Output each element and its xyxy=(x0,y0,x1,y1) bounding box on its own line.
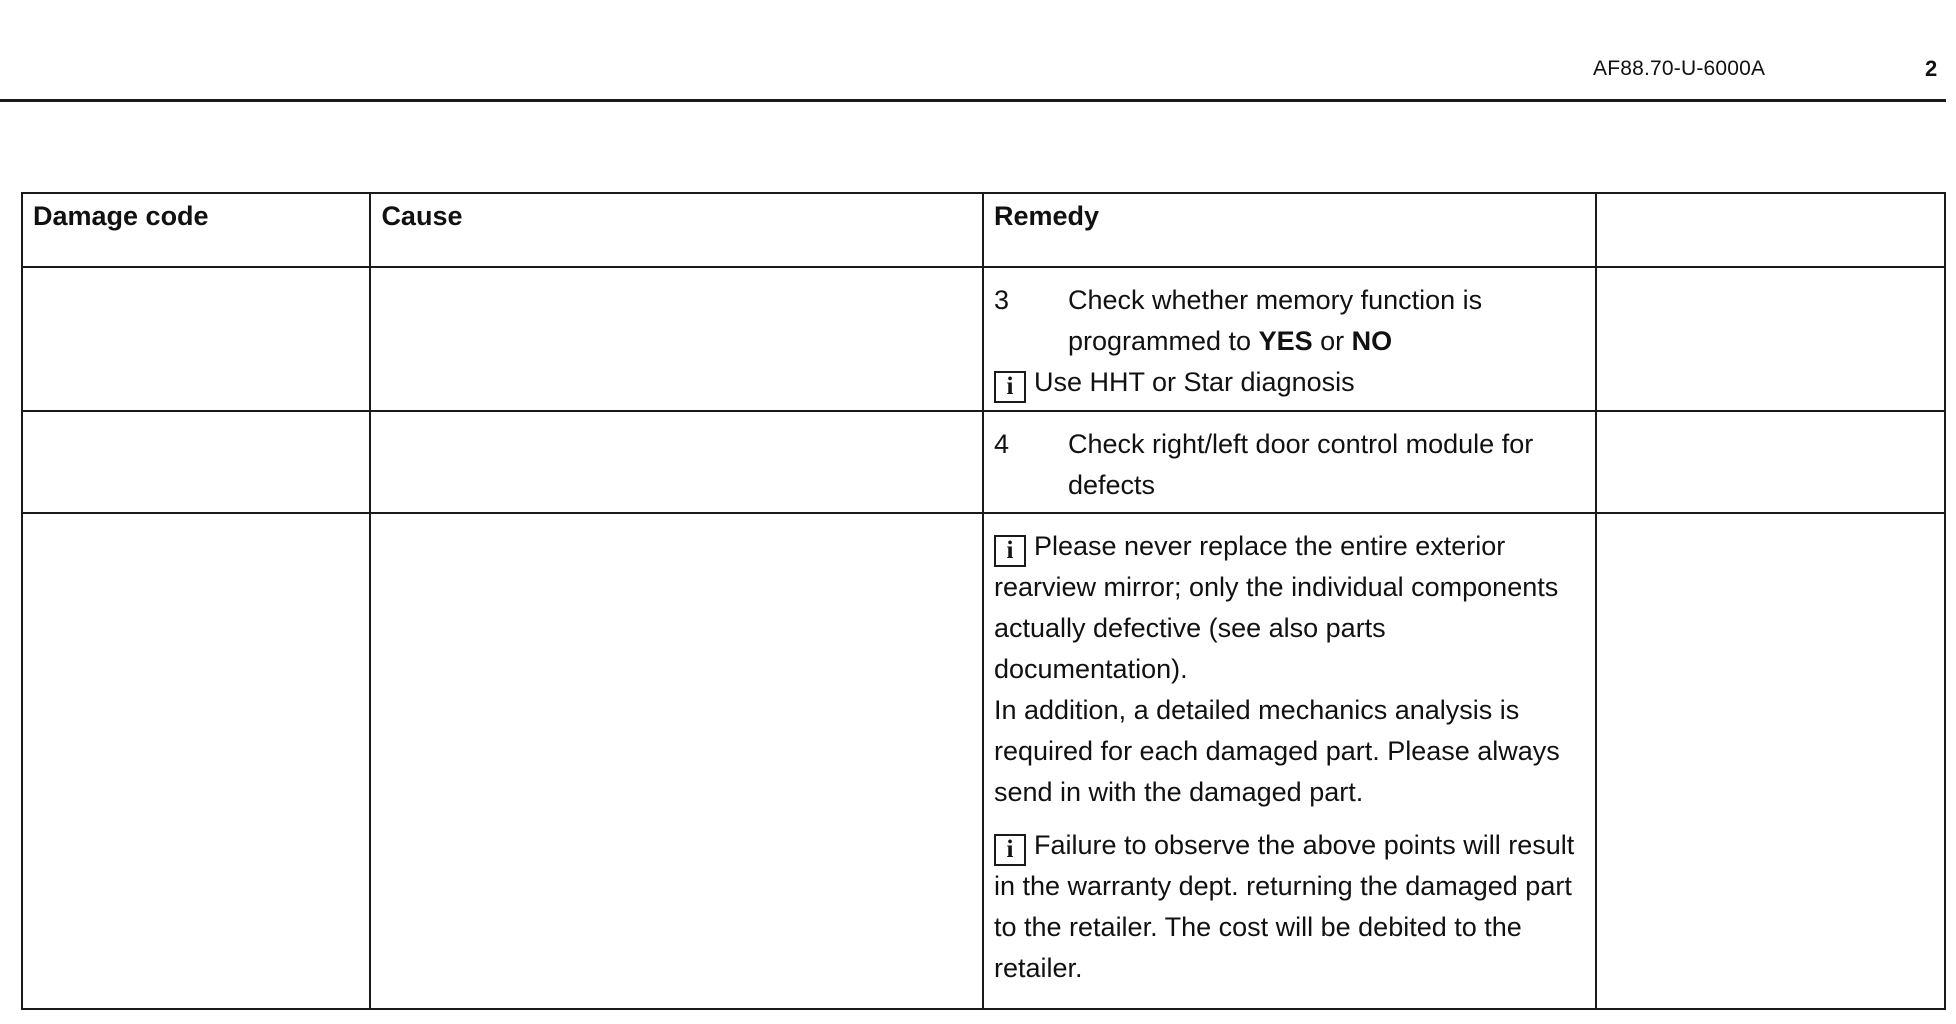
damage-code-cell xyxy=(22,411,370,513)
extra-cell xyxy=(1596,411,1945,513)
header-rule xyxy=(0,99,1946,102)
damage-remedy-table xyxy=(21,192,1946,1010)
cause-cell xyxy=(370,411,983,513)
info-note-text: Please never replace the entire exterior rearview mirror; only the individual components actually defective (see also parts documentation). xyxy=(993,531,1559,684)
step-text: Check whether memory function is programmed to YES or NO xyxy=(1067,285,1483,356)
remedy-step xyxy=(994,424,1585,506)
extra-cell xyxy=(1596,267,1945,411)
info-note xyxy=(994,362,1585,403)
document-code: AF88.70-U-6000A xyxy=(1593,57,1766,80)
table-row xyxy=(22,267,1945,411)
info-note-text: Failure to observe the above points will result in the warranty dept. returning the damaged part to the retailer. The cost will be debited to the retailer. xyxy=(993,830,1575,983)
cause-cell xyxy=(370,513,983,1009)
info-icon: i xyxy=(994,535,1026,567)
remedy-cell xyxy=(983,267,1596,411)
page-number: 2 xyxy=(1925,56,1938,81)
remedy-step xyxy=(994,280,1585,362)
cause-cell xyxy=(370,267,983,411)
damage-code-cell xyxy=(22,513,370,1009)
column-header-cause: Cause xyxy=(370,193,983,267)
document-header xyxy=(0,0,1956,102)
column-header-extra xyxy=(1596,193,1945,267)
table-row xyxy=(22,513,1945,1009)
info-note xyxy=(994,526,1585,813)
step-number: 3 xyxy=(993,285,1010,315)
info-note-text: Use HHT or Star diagnosis xyxy=(1033,367,1355,397)
extra-cell xyxy=(1596,513,1945,1009)
keyword-yes: YES xyxy=(1258,326,1313,356)
info-note-continuation: In addition, a detailed mechanics analysis is required for each damaged part. Please always send in with the damaged part. xyxy=(993,695,1560,807)
info-icon: i xyxy=(994,371,1026,403)
info-note xyxy=(994,825,1585,989)
table-header-row xyxy=(22,193,1945,267)
damage-code-cell xyxy=(22,267,370,411)
remedy-cell xyxy=(983,411,1596,513)
table-row xyxy=(22,411,1945,513)
remedy-cell xyxy=(983,513,1596,1009)
info-icon: i xyxy=(994,834,1026,866)
step-number: 4 xyxy=(993,429,1010,459)
column-header-remedy: Remedy xyxy=(983,193,1596,267)
column-header-damage-code: Damage code xyxy=(22,193,370,267)
step-text: Check right/left door control module for defects xyxy=(1067,429,1534,500)
keyword-no: NO xyxy=(1351,326,1393,356)
